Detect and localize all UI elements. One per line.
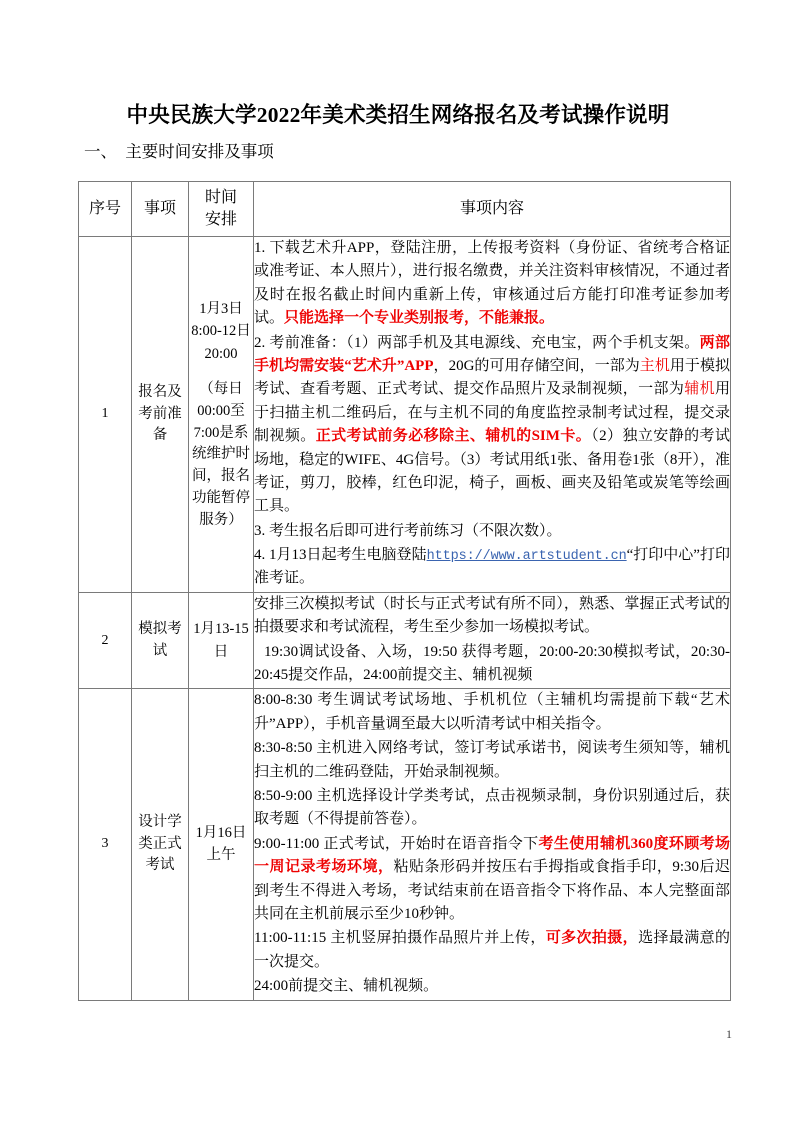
row-content-cell <box>254 592 731 689</box>
column-header-item <box>132 182 189 237</box>
table-row <box>79 237 731 593</box>
text-segment: 选择最满意的一次提交。 <box>254 930 730 970</box>
row-time-note: （每日00:00至7:00是系统维护时间，报名功能暂停服务） <box>192 381 250 528</box>
text-segment: 安排三次模拟考试（时长与正式考试有所不同），熟悉、掌握正式考试的拍摄要求和考试流程，考生至少参加一场模拟考试。 <box>254 595 730 636</box>
row-time-cell <box>189 592 254 689</box>
content-paragraph <box>254 593 730 640</box>
schedule-table <box>78 181 731 1001</box>
content-paragraph <box>254 689 730 736</box>
content-paragraph <box>254 544 730 591</box>
text-segment: 3. 考生报名后即可进行考前练习（不限次数）。 <box>254 522 562 539</box>
row-item-cell: 设计学类正式考试 <box>132 689 189 1000</box>
text-segment: （2）独立安静的考试场地，稳定的WIFE、4G信号。（3）考试用纸1张、备用卷1张（8开），准考证，剪刀，胶棒，红色印泥，椅子，画板、画夹及铅笔或炭笔等绘画工具。 <box>254 428 730 515</box>
content-paragraph <box>254 641 730 688</box>
row-item-cell: 模拟考试 <box>132 592 189 689</box>
column-header-no <box>79 182 132 237</box>
row-content-cell <box>254 237 731 593</box>
artstudent-link[interactable]: https://www.artstudent.cn <box>426 549 627 565</box>
text-segment: 主机 <box>639 357 670 374</box>
content-paragraph <box>254 237 730 331</box>
table-header <box>79 182 731 237</box>
text-segment: 考生使用辅机360度环顾考场一周记录考场环境， <box>254 835 730 876</box>
content-paragraph <box>254 833 730 927</box>
row-time-cell <box>189 689 254 1000</box>
text-segment: 用于扫描主机二维码后，在与主机不同的角度监控录制考试过程，提交录制视频。 <box>254 381 730 445</box>
text-segment: 辅机 <box>684 381 715 398</box>
text-segment: 可多次拍摄， <box>545 930 639 947</box>
row-time-cell <box>189 237 254 593</box>
text-segment: 8:30-8:50 主机进入网络考试，签订考试承诺书，阅读考生须知等，辅机扫主机的二维码登陆，开始录制视频。 <box>254 740 730 780</box>
text-segment: 两部手机均需安装“艺术升”APP <box>254 334 730 374</box>
column-header-no-label: 序号 <box>88 200 121 218</box>
text-segment: 用于模拟考试、查看考题、正式考试、提交作品照片及录制视频，一部为 <box>254 357 730 398</box>
column-header-time-label-line2: 安排 <box>204 211 237 228</box>
row-number-cell: 1 <box>79 237 132 593</box>
row-item-cell: 报名及考前准备 <box>132 237 189 593</box>
text-segment: 11:00-11:15 主机竖屏拍摄作品照片并上传， <box>254 930 546 947</box>
text-segment: 19:30调试设备、入场，19:50 获得考题，20:00-20:30模拟考试，20:30-20:45提交作品，24:00前提交主、辅机视频 <box>254 643 730 684</box>
text-segment: 只能选择一个专业类别报考，不能兼报。 <box>284 310 555 327</box>
text-segment: 4. 1月13日起考生电脑登陆 <box>254 547 427 564</box>
table-row <box>79 689 731 1000</box>
table-body <box>79 237 731 1001</box>
text-segment: 2. 考前准备：（1）两部手机及其电源线、充电宝，两个手机支架。 <box>254 334 700 351</box>
section-heading: 一、 主要时间安排及事项 <box>84 142 274 161</box>
text-segment: 24:00前提交主、辅机视频。 <box>254 978 439 995</box>
content-paragraph <box>254 737 730 784</box>
page-number: 1 <box>726 1027 732 1041</box>
row-time-main: 1月13-15日 <box>193 621 249 660</box>
content-paragraph <box>254 332 730 519</box>
text-segment: 1. 下载艺术升APP，登陆注册，上传报考资料（身份证、省统考合格证或准考证、本人照片），进行报名缴费，并关注资料审核情况，不通过者及时在报名截止时间内重新上传，审核通过后方能打印准考证参加考试。 <box>254 240 730 327</box>
text-segment: ，20G的可用存储空间，一部为 <box>433 357 640 374</box>
text-segment: 8:00-8:30 考生调试考试场地、手机机位（主辅机均需提前下载“艺术升”APP），手机音量调至最大以听清考试中相关指令。 <box>254 692 730 732</box>
text-segment: 正式考试前务必移除主、辅机的SIM卡。 <box>315 428 592 445</box>
content-paragraph <box>254 520 730 543</box>
column-header-content <box>254 182 731 237</box>
content-paragraph <box>254 975 730 998</box>
row-time-main: 1月3日8:00-12日20:00 <box>191 300 251 362</box>
text-segment: 8:50-9:00 主机选择设计学类考试，点击视频录制，身份识别通过后，获取考题（不得提前答卷）。 <box>254 787 730 828</box>
table-row <box>79 592 731 689</box>
page-title: 中央民族大学2022年美术类招生网络报名及考试操作说明 <box>126 103 670 128</box>
row-number-cell: 2 <box>79 592 132 689</box>
column-header-time-label-line1: 时间 <box>204 189 237 207</box>
content-paragraph <box>254 785 730 832</box>
column-header-item-label: 事项 <box>143 200 176 218</box>
text-segment: “打印中心”打印准考证。 <box>254 547 730 587</box>
text-segment: 粘贴条形码并按压右手拇指或食指手印，9:30后迟到考生不得进入考场，考试结束前在语音指令下将作品、本人完整面部共同在主机前展示至少10秒钟。 <box>254 859 730 922</box>
column-header-time <box>189 182 254 237</box>
text-segment: 9:00-11:00 正式考试，开始时在语音指令下 <box>254 835 539 852</box>
row-content-cell <box>254 689 731 1000</box>
row-number-cell: 3 <box>79 689 132 1000</box>
table-header-row <box>79 182 731 237</box>
content-paragraph <box>254 927 730 974</box>
column-header-content-label: 事项内容 <box>459 200 524 218</box>
row-time-main: 1月16日上午 <box>195 824 247 864</box>
